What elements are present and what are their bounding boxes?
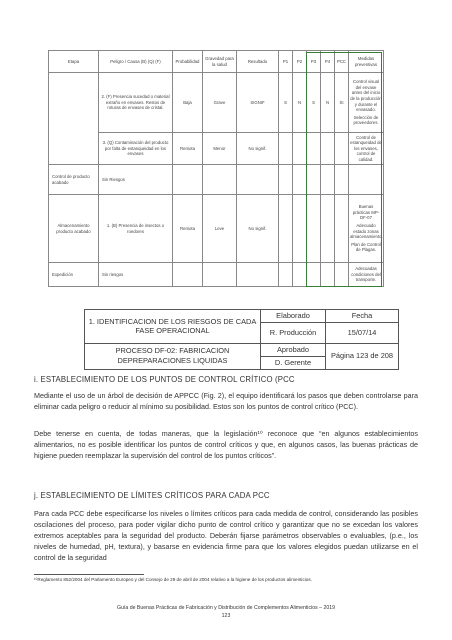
table-row bbox=[49, 195, 384, 263]
table-row bbox=[49, 73, 384, 133]
col-medidas: Medidas preventivas bbox=[349, 51, 384, 73]
col-probabilidad: Probabilidad bbox=[173, 51, 203, 73]
section-i-paragraph-1: Mediante el uso de un árbol de decisión de APPCC (Fig. 2), el equipo identificará los pasos que deben controlarse para eliminar cada peligro o reducir al mínimo su posibilidad. Estos son los puntos de control crítico (PCC). bbox=[34, 391, 418, 411]
peligro-cell: 1. (B) Presencia de insectos o roedores bbox=[99, 195, 173, 263]
section-i-title: i. ESTABLECIMIENTO DE LOS PUNTOS DE CONTROL CRÍTICO (PCC bbox=[34, 375, 295, 384]
col-resultado: Resultado bbox=[237, 51, 279, 73]
page-number: 123 bbox=[221, 613, 231, 619]
etapa-cell-empty bbox=[49, 73, 99, 165]
p3-cell: S bbox=[307, 73, 321, 133]
medida-item: Adecuado estado zonas almacenamiento. bbox=[350, 222, 383, 240]
elaborado-value: R. Producción bbox=[261, 322, 326, 343]
p2-cell: N bbox=[293, 73, 307, 133]
gravedad-cell: Leve bbox=[203, 195, 237, 263]
p4-cell: N bbox=[321, 73, 335, 133]
aprobado-label: Aprobado bbox=[261, 343, 326, 356]
risk-header-row bbox=[49, 51, 384, 73]
table-row bbox=[49, 263, 384, 287]
resultado-cell: No signif. bbox=[237, 133, 279, 165]
gravedad-cell: Menor bbox=[203, 133, 237, 165]
peligro-cell: Sin Riesgos bbox=[99, 165, 173, 195]
col-p4: P4 bbox=[321, 51, 335, 73]
fecha-label: Fecha bbox=[326, 310, 399, 323]
medidas-cell bbox=[349, 73, 384, 133]
footnote-divider bbox=[34, 574, 144, 575]
medidas-cell: Control de estanqueidad de los envases, control de calidad. bbox=[349, 133, 384, 165]
peligro-cell: 3. (Q) Contaminación del producto por falta de estanqueidad en los envases bbox=[99, 133, 173, 165]
section-i-paragraph-2: Debe tenerse en cuenta, de todas maneras, que la legislación¹⁰ reconoce que “en algunos establecimientos alimentarios, no es posible identificar los puntos de control críticos y que, en algunos casos, las buenas prácticas de higiene pueden reemplazar la supervisión del control de los puntos críticos”. bbox=[34, 429, 418, 460]
medida-item: Buenas prácticas MP-DF-07 bbox=[352, 204, 380, 221]
col-p3: P3 bbox=[307, 51, 321, 73]
risk-table bbox=[48, 50, 384, 287]
pcc-cell: SI bbox=[335, 73, 349, 133]
header-title: 1. IDENTIFICACION DE LOS RIESGOS DE CADA FASE OPERACIONAL bbox=[85, 310, 261, 344]
table-row bbox=[49, 133, 384, 165]
section-j-paragraph-1: Para cada PCC debe especificarse los niveles o límites críticos para cada medida de control, considerando las posibles oscilaciones del proceso, para poder vigilar dicho punto de control crítico y garantizar que no se excedan los valores extremos aceptables para la seguridad del producto. Deberán fijarse parámetros observables o evaluables, (p.e., los niveles de humedad, pH, textura), y basarse en evidencia firme para que los valores elegidos puedan utilizarse en el control de la seguridad bbox=[34, 509, 418, 562]
probabilidad-cell: Remota bbox=[173, 133, 203, 165]
table-row bbox=[49, 165, 384, 195]
medida-item: Control visual del envase antes del inicio de la producción y durante el envasado. bbox=[350, 79, 382, 113]
col-peligro: Peligro / Causa (B) (Q) (F) bbox=[99, 51, 173, 73]
peligro-cell: Sin riesgos bbox=[99, 263, 173, 287]
document-header-box bbox=[84, 309, 399, 370]
aprobado-value: D. Gerente bbox=[261, 356, 326, 369]
elaborado-label: Elaborado bbox=[261, 310, 326, 323]
etapa-cell: Control de producto acabado bbox=[49, 165, 99, 195]
col-etapa: Etapa bbox=[49, 51, 99, 73]
section-j-title: j. ESTABLECIMIENTO DE LÍMITES CRÍTICOS PARA CADA PCC bbox=[34, 491, 270, 500]
medida-item: Plan de Control de Plagas. bbox=[351, 241, 381, 253]
page-reference: Página 123 de 208 bbox=[326, 343, 399, 369]
peligro-cell: 2. (F) Presencia sucedad o material extraño en envases. Restos de roturas de envases de cristal. bbox=[99, 73, 173, 133]
fecha-value: 15/07/14 bbox=[326, 322, 399, 343]
col-gravedad: Gravedad para la salud bbox=[203, 51, 237, 73]
col-p1: P1 bbox=[279, 51, 293, 73]
medidas-cell bbox=[349, 195, 384, 263]
col-p2: P2 bbox=[293, 51, 307, 73]
gravedad-cell: Grave bbox=[203, 73, 237, 133]
medida-item: Selección de proveedores. bbox=[353, 114, 379, 126]
medidas-cell: Adecuadas condiciones del transporte. bbox=[349, 263, 384, 287]
process-title: PROCESO DF-02: FABRICACION DEPREPARACIONES LIQUIDAS bbox=[85, 343, 261, 369]
col-pcc: PCC bbox=[335, 51, 349, 73]
probabilidad-cell: Remota bbox=[173, 195, 203, 263]
etapa-cell: Almacenamiento producto acabado bbox=[49, 195, 99, 263]
footnote: ¹⁰Reglamento 852/2004 del Parlamento Europeo y del Consejo de 29 de abril de 2004 relativo a la higiene de los productos alimenticios. bbox=[34, 577, 312, 582]
probabilidad-cell: Baja bbox=[173, 73, 203, 133]
etapa-cell: Expedición bbox=[49, 263, 99, 287]
resultado-cell: No signif. bbox=[237, 195, 279, 263]
p1-cell: S bbox=[279, 73, 293, 133]
resultado-cell: SIGNIF bbox=[237, 73, 279, 133]
page-footer: Guía de Buenas Prácticas de Fabricación y Distribución de Complementos Alimenticios – 2019 bbox=[117, 605, 335, 611]
